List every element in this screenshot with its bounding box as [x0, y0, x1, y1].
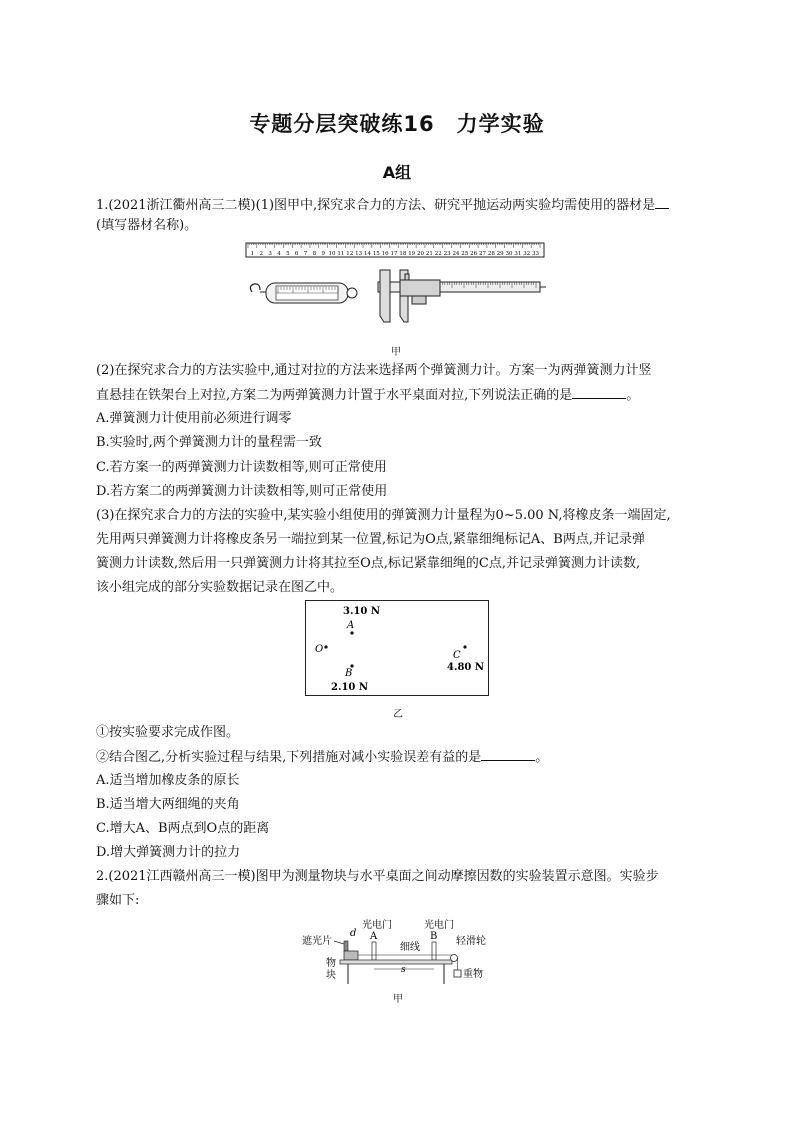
ruler-tick-label: 16 — [381, 251, 389, 257]
group-heading: A组 — [382, 163, 412, 182]
option-d-2: D.增大弹簧测力计的拉力 — [96, 845, 241, 860]
ruler-tick-label: 28 — [487, 251, 495, 257]
point-c — [463, 645, 466, 648]
point-o — [324, 645, 327, 648]
figure-yi-force-diagram — [305, 600, 489, 696]
q1-sub2-blank[interactable] — [481, 748, 535, 761]
ruler-tick-label: 30 — [505, 251, 513, 257]
vernier-caliper — [378, 270, 546, 322]
figure-yi-caption: 乙 — [393, 709, 403, 720]
spring-scale — [250, 283, 357, 303]
ruler-tick-label: 29 — [496, 251, 504, 257]
point-o-label: O — [315, 644, 324, 655]
ruler — [246, 243, 544, 257]
block-label-2: 块 — [326, 970, 336, 981]
s-label: s — [401, 965, 406, 975]
figure-q2-apparatus — [300, 914, 500, 986]
shade-label: 遮光片 — [302, 936, 332, 947]
point-a-label: A — [347, 620, 355, 631]
pulley — [451, 955, 458, 962]
q2-line2: 骤如下: — [96, 893, 140, 908]
ruler-tick-label: 6 — [294, 251, 299, 257]
option-c: C.若方案一的两弹簧测力计读数相等,则可正常使用 — [96, 460, 387, 475]
option-b: B.实验时,两个弹簧测力计的量程需一致 — [96, 435, 322, 450]
force-c-label: 4.80 N — [447, 662, 484, 673]
ruler-tick-label: 15 — [372, 251, 380, 257]
gate-a-label: A — [370, 931, 378, 942]
ruler-tick-label: 9 — [321, 251, 325, 257]
q1-sub1: ①按实验要求完成作图。 — [96, 725, 240, 740]
q1-part2-blank[interactable] — [572, 386, 626, 399]
weight — [454, 970, 461, 977]
option-d: D.若方案二的两弹簧测力计读数相等,则可正常使用 — [96, 484, 388, 499]
gate-a — [372, 942, 376, 960]
ruler-tick-label: 2 — [259, 251, 264, 257]
ruler-tick-label: 25 — [461, 251, 469, 257]
ruler-tick-label: 12 — [346, 251, 354, 257]
gate1-label: 光电门 — [362, 920, 392, 931]
point-b-label: B — [345, 668, 353, 679]
option-c-2: C.增大A、B两点到O点的距离 — [96, 821, 270, 836]
block-label-1: 物 — [326, 958, 336, 969]
point-c-label: C — [453, 650, 461, 661]
force-b-label: 2.10 N — [331, 682, 368, 693]
option-a-2: A.适当增加橡皮条的原长 — [96, 773, 240, 788]
q1-part3-line4: 该小组完成的部分实验数据记录在图乙中。 — [96, 580, 344, 595]
gate2-label: 光电门 — [424, 920, 454, 931]
option-a: A.弹簧测力计使用前必须进行调零 — [96, 411, 292, 426]
ruler-tick-label: 32 — [523, 251, 531, 257]
ruler-tick-label: 31 — [514, 251, 522, 257]
ruler-tick-label: 5 — [286, 251, 290, 257]
ruler-tick-label: 4 — [277, 251, 281, 257]
gate-b-label: B — [430, 931, 438, 942]
q1-part3-line2: 先用两只弹簧测力计将橡皮条另一端拉到某一位置,标记为O点,紧靠细绳标记A、B两点,并记录弹 — [96, 532, 645, 547]
block — [344, 951, 358, 960]
ruler-tick-label: 8 — [312, 251, 317, 257]
ruler-tick-label: 13 — [355, 251, 363, 257]
force-a-label: 3.10 N — [343, 606, 380, 617]
option-b-2: B.适当增大两细绳的夹角 — [96, 797, 240, 812]
q1-line1: 1.(2021浙江衢州高三二模)(1)图甲中,探究求合力的方法、研究平抛运动两实验均需使用的器材是 — [96, 196, 700, 215]
ruler-tick-label: 27 — [478, 251, 486, 257]
q1-part2-line2: 直悬挂在铁架台上对拉,方案二为两弹簧测力计置于水平桌面对拉,下列说法正确的是 。 — [96, 388, 640, 403]
ruler-tick-label: 17 — [390, 251, 398, 257]
q1-sub2: ②结合图乙,分析实验过程与结果,下列措施对减小实验误差有益的是 。 — [96, 750, 549, 765]
ruler-tick-label: 7 — [303, 251, 308, 257]
q1-answer-blank[interactable] — [655, 196, 669, 209]
ruler-tick-label: 22 — [434, 251, 442, 257]
ruler-tick-label: 26 — [470, 251, 478, 257]
ruler-tick-label: 24 — [452, 251, 460, 257]
d-label: d — [350, 928, 357, 939]
ruler-tick-label: 10 — [328, 251, 336, 257]
figure-q2-caption: 甲 — [393, 994, 403, 1005]
ruler-tick-label: 19 — [408, 251, 416, 257]
ruler-tick-label: 20 — [417, 251, 425, 257]
weight-label: 重物 — [463, 969, 483, 980]
ruler-tick-label: 1 — [250, 251, 255, 257]
point-a — [350, 631, 353, 634]
ruler-tick-label: 18 — [399, 251, 407, 257]
ruler-tick-label: 23 — [443, 251, 451, 257]
figure-jia-instruments — [240, 240, 550, 330]
table — [340, 960, 452, 964]
ruler-tick-label: 3 — [268, 251, 272, 257]
ruler-tick-label: 21 — [425, 251, 433, 257]
q1-part3-line1: (3)在探究求合力的方法的实验中,某实验小组使用的弹簧测力计量程为0~5.00 N,将橡皮条一端固定, — [96, 508, 671, 523]
q1-line2: (填写器材名称)。 — [96, 218, 198, 233]
figure-jia-caption: 甲 — [391, 347, 401, 358]
ruler-tick-label: 33 — [532, 251, 540, 257]
pulley-label: 轻滑轮 — [456, 936, 486, 947]
q1-part2-line1: (2)在探究求合力的方法实验中,通过对拉的方法来选择两个弹簧测力计。方案一为两弹簧测力计竖 — [96, 363, 652, 378]
string-label: 细线 — [400, 942, 420, 953]
ruler-tick-label: 14 — [363, 251, 371, 257]
page-title: 专题分层突破练16 力学实验 — [249, 112, 545, 136]
ruler-tick-label: 11 — [337, 251, 345, 257]
gate-b — [432, 942, 436, 960]
q2-line1: 2.(2021江西赣州高三一模)图甲为测量物块与水平桌面之间动摩擦因数的实验装置示意图。实验步 — [96, 869, 659, 884]
q1-part3-line3: 簧测力计读数,然后用一只弹簧测力计将其拉至O点,标记紧靠细绳的C点,并记录弹簧测力计读数, — [96, 556, 641, 571]
